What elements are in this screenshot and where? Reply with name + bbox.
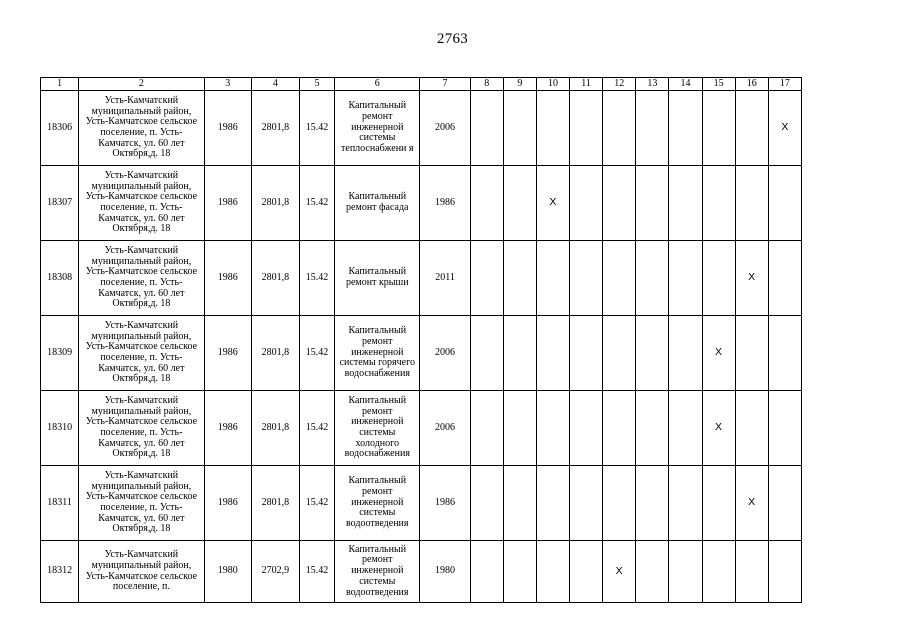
table-row bbox=[41, 91, 802, 166]
empty-cell-col-11 bbox=[570, 391, 603, 466]
address-cell: Усть-Камчатский муниципальный район, Усть-Камчатское сельское поселение, п. Усть-Камчатск, ул. 60 лет Октября,д. 18 bbox=[79, 391, 204, 466]
empty-cell-col-11 bbox=[570, 91, 603, 166]
empty-cell-col-11 bbox=[570, 316, 603, 391]
cost-cell: 15.42 bbox=[299, 466, 334, 541]
work-year-cell: 2011 bbox=[420, 241, 470, 316]
empty-cell-col-8 bbox=[470, 391, 503, 466]
empty-cell-col-9 bbox=[503, 316, 536, 391]
column-header-2: 2 bbox=[79, 78, 204, 91]
area-cell: 2801,8 bbox=[251, 91, 299, 166]
column-header-12: 12 bbox=[603, 78, 636, 91]
empty-cell-col-10 bbox=[536, 391, 569, 466]
mark-cell-col-15 bbox=[702, 316, 735, 391]
area-cell: 2801,8 bbox=[251, 166, 299, 241]
mark-cell-col-16 bbox=[735, 241, 768, 316]
work-year-cell: 1986 bbox=[420, 166, 470, 241]
record-id-cell: 18308 bbox=[41, 241, 79, 316]
empty-cell-col-9 bbox=[503, 91, 536, 166]
empty-cell-col-9 bbox=[503, 241, 536, 316]
area-cell: 2801,8 bbox=[251, 316, 299, 391]
x-mark: X bbox=[715, 421, 723, 434]
empty-cell-col-17 bbox=[768, 241, 801, 316]
build-year-cell: 1980 bbox=[204, 541, 251, 603]
mark-cell-col-12 bbox=[603, 541, 636, 603]
empty-cell-col-14 bbox=[669, 466, 702, 541]
column-header-17: 17 bbox=[768, 78, 801, 91]
work-type-cell: Капитальный ремонт инженерной системы теплоснабжени я bbox=[335, 91, 420, 166]
record-id-cell: 18312 bbox=[41, 541, 79, 603]
column-header-16: 16 bbox=[735, 78, 768, 91]
column-header-3: 3 bbox=[204, 78, 251, 91]
empty-cell-col-12 bbox=[603, 91, 636, 166]
empty-cell-col-8 bbox=[470, 541, 503, 603]
table-row bbox=[41, 466, 802, 541]
column-header-9: 9 bbox=[503, 78, 536, 91]
empty-cell-col-14 bbox=[669, 241, 702, 316]
empty-cell-col-8 bbox=[470, 466, 503, 541]
empty-cell-col-12 bbox=[603, 466, 636, 541]
table-header bbox=[41, 78, 802, 91]
empty-cell-col-10 bbox=[536, 91, 569, 166]
empty-cell-col-10 bbox=[536, 466, 569, 541]
empty-cell-col-15 bbox=[702, 241, 735, 316]
empty-cell-col-15 bbox=[702, 166, 735, 241]
record-id-cell: 18306 bbox=[41, 91, 79, 166]
address-cell: Усть-Камчатский муниципальный район, Усть-Камчатское сельское поселение, п. Усть-Камчатск, ул. 60 лет Октября,д. 18 bbox=[79, 316, 204, 391]
address-cell: Усть-Камчатский муниципальный район, Усть-Камчатское сельское поселение, п. Усть-Камчатск, ул. 60 лет Октября,д. 18 bbox=[79, 166, 204, 241]
work-year-cell: 2006 bbox=[420, 316, 470, 391]
empty-cell-col-16 bbox=[735, 541, 768, 603]
empty-cell-col-13 bbox=[636, 541, 669, 603]
empty-cell-col-15 bbox=[702, 541, 735, 603]
cost-cell: 15.42 bbox=[299, 541, 334, 603]
empty-cell-col-10 bbox=[536, 316, 569, 391]
empty-cell-col-16 bbox=[735, 316, 768, 391]
x-mark: X bbox=[781, 121, 789, 134]
table-row bbox=[41, 166, 802, 241]
capital-repair-table bbox=[40, 77, 802, 603]
empty-cell-col-14 bbox=[669, 91, 702, 166]
build-year-cell: 1986 bbox=[204, 466, 251, 541]
empty-cell-col-8 bbox=[470, 91, 503, 166]
column-header-10: 10 bbox=[536, 78, 569, 91]
address-cell: Усть-Камчатский муниципальный район, Усть-Камчатское сельское поселение, п. bbox=[79, 541, 204, 603]
empty-cell-col-12 bbox=[603, 316, 636, 391]
area-cell: 2702,9 bbox=[251, 541, 299, 603]
x-mark: X bbox=[549, 196, 557, 209]
empty-cell-col-11 bbox=[570, 241, 603, 316]
x-mark: X bbox=[715, 346, 723, 359]
cost-cell: 15.42 bbox=[299, 91, 334, 166]
empty-cell-col-13 bbox=[636, 466, 669, 541]
page-number: 2763 bbox=[436, 31, 469, 47]
table-row bbox=[41, 541, 802, 603]
column-header-7: 7 bbox=[420, 78, 470, 91]
mark-cell-col-16 bbox=[735, 466, 768, 541]
x-mark: X bbox=[748, 496, 756, 509]
work-type-cell: Капитальный ремонт инженерной системы холодного водоснабжения bbox=[335, 391, 420, 466]
empty-cell-col-16 bbox=[735, 166, 768, 241]
empty-cell-col-8 bbox=[470, 316, 503, 391]
work-year-cell: 2006 bbox=[420, 91, 470, 166]
build-year-cell: 1986 bbox=[204, 166, 251, 241]
header-row bbox=[41, 78, 802, 91]
empty-cell-col-13 bbox=[636, 166, 669, 241]
work-year-cell: 2006 bbox=[420, 391, 470, 466]
column-header-5: 5 bbox=[299, 78, 334, 91]
work-type-cell: Капитальный ремонт инженерной системы горячего водоснабжения bbox=[335, 316, 420, 391]
empty-cell-col-13 bbox=[636, 316, 669, 391]
empty-cell-col-9 bbox=[503, 541, 536, 603]
empty-cell-col-8 bbox=[470, 241, 503, 316]
column-header-6: 6 bbox=[335, 78, 420, 91]
table-row bbox=[41, 316, 802, 391]
cost-cell: 15.42 bbox=[299, 316, 334, 391]
cost-cell: 15.42 bbox=[299, 166, 334, 241]
column-header-11: 11 bbox=[570, 78, 603, 91]
column-header-14: 14 bbox=[669, 78, 702, 91]
empty-cell-col-16 bbox=[735, 391, 768, 466]
column-header-8: 8 bbox=[470, 78, 503, 91]
empty-cell-col-17 bbox=[768, 166, 801, 241]
empty-cell-col-13 bbox=[636, 241, 669, 316]
empty-cell-col-9 bbox=[503, 391, 536, 466]
table-row bbox=[41, 241, 802, 316]
empty-cell-col-15 bbox=[702, 91, 735, 166]
empty-cell-col-16 bbox=[735, 91, 768, 166]
record-id-cell: 18307 bbox=[41, 166, 79, 241]
empty-cell-col-17 bbox=[768, 391, 801, 466]
empty-cell-col-9 bbox=[503, 166, 536, 241]
area-cell: 2801,8 bbox=[251, 241, 299, 316]
empty-cell-col-17 bbox=[768, 541, 801, 603]
empty-cell-col-11 bbox=[570, 466, 603, 541]
mark-cell-col-15 bbox=[702, 391, 735, 466]
empty-cell-col-12 bbox=[603, 391, 636, 466]
x-mark: X bbox=[748, 271, 756, 284]
column-header-1: 1 bbox=[41, 78, 79, 91]
mark-cell-col-17 bbox=[768, 91, 801, 166]
table-body bbox=[41, 91, 802, 603]
empty-cell-col-13 bbox=[636, 91, 669, 166]
record-id-cell: 18309 bbox=[41, 316, 79, 391]
work-type-cell: Капитальный ремонт крыши bbox=[335, 241, 420, 316]
empty-cell-col-14 bbox=[669, 391, 702, 466]
empty-cell-col-14 bbox=[669, 166, 702, 241]
empty-cell-col-13 bbox=[636, 391, 669, 466]
column-header-13: 13 bbox=[636, 78, 669, 91]
record-id-cell: 18310 bbox=[41, 391, 79, 466]
work-year-cell: 1980 bbox=[420, 541, 470, 603]
cost-cell: 15.42 bbox=[299, 241, 334, 316]
table-row bbox=[41, 391, 802, 466]
x-mark: X bbox=[615, 564, 623, 577]
address-cell: Усть-Камчатский муниципальный район, Усть-Камчатское сельское поселение, п. Усть-Камчатск, ул. 60 лет Октября,д. 18 bbox=[79, 466, 204, 541]
work-type-cell: Капитальный ремонт фасада bbox=[335, 166, 420, 241]
build-year-cell: 1986 bbox=[204, 91, 251, 166]
build-year-cell: 1986 bbox=[204, 316, 251, 391]
column-header-4: 4 bbox=[251, 78, 299, 91]
empty-cell-col-17 bbox=[768, 316, 801, 391]
address-cell: Усть-Камчатский муниципальный район, Усть-Камчатское сельское поселение, п. Усть-Камчатск, ул. 60 лет Октября,д. 18 bbox=[79, 91, 204, 166]
empty-cell-col-12 bbox=[603, 241, 636, 316]
empty-cell-col-15 bbox=[702, 466, 735, 541]
build-year-cell: 1986 bbox=[204, 391, 251, 466]
empty-cell-col-14 bbox=[669, 316, 702, 391]
area-cell: 2801,8 bbox=[251, 391, 299, 466]
empty-cell-col-14 bbox=[669, 541, 702, 603]
column-header-15: 15 bbox=[702, 78, 735, 91]
work-type-cell: Капитальный ремонт инженерной системы водоотведения bbox=[335, 541, 420, 603]
area-cell: 2801,8 bbox=[251, 466, 299, 541]
empty-cell-col-12 bbox=[603, 166, 636, 241]
empty-cell-col-17 bbox=[768, 466, 801, 541]
address-cell: Усть-Камчатский муниципальный район, Усть-Камчатское сельское поселение, п. Усть-Камчатск, ул. 60 лет Октября,д. 18 bbox=[79, 241, 204, 316]
empty-cell-col-9 bbox=[503, 466, 536, 541]
empty-cell-col-11 bbox=[570, 166, 603, 241]
work-type-cell: Капитальный ремонт инженерной системы водоотведения bbox=[335, 466, 420, 541]
record-id-cell: 18311 bbox=[41, 466, 79, 541]
mark-cell-col-10 bbox=[536, 166, 569, 241]
empty-cell-col-10 bbox=[536, 241, 569, 316]
empty-cell-col-11 bbox=[570, 541, 603, 603]
empty-cell-col-8 bbox=[470, 166, 503, 241]
work-year-cell: 1986 bbox=[420, 466, 470, 541]
empty-cell-col-10 bbox=[536, 541, 569, 603]
cost-cell: 15.42 bbox=[299, 391, 334, 466]
build-year-cell: 1986 bbox=[204, 241, 251, 316]
